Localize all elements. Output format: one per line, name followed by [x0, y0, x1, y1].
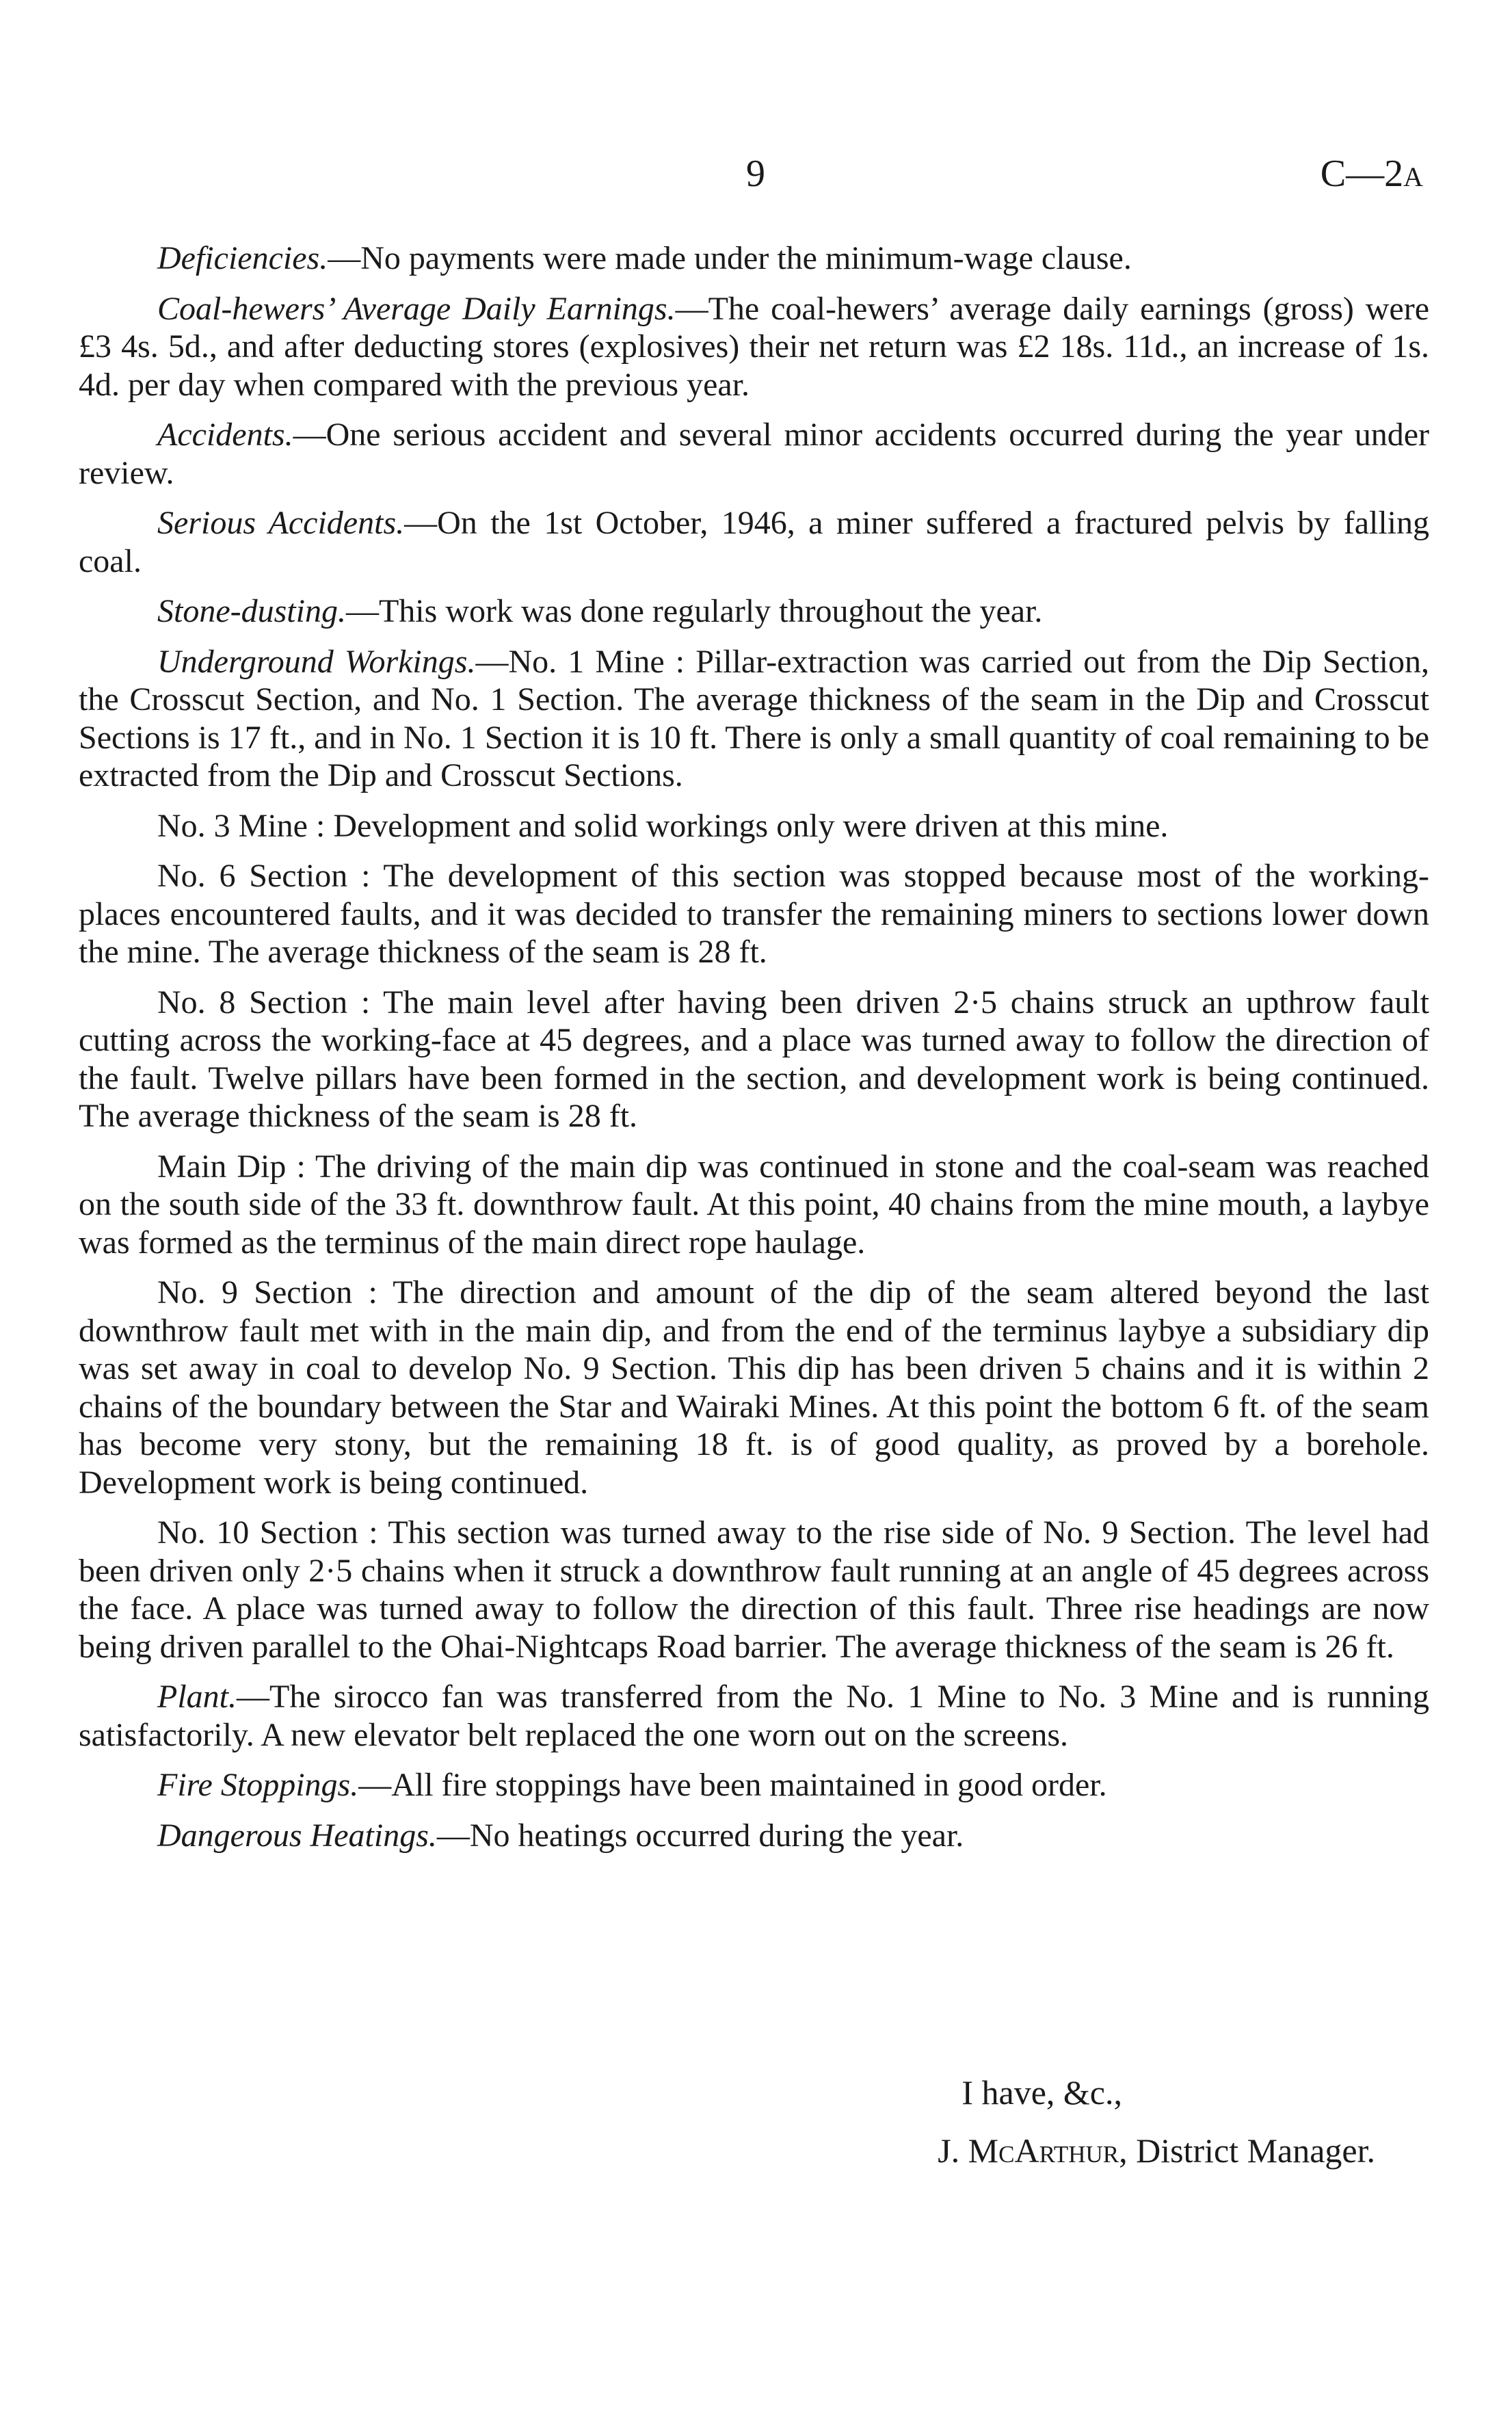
paragraph-text: No. 10 Section : This section was turned away to the rise side of No. 9 Section. The level had been driven only 2·5 chains when it struck a downthrow fault running at an angle of 45 degrees across the face. A place was turned away to follow the direction of this fault. Three rise headings are now being driven parallel to the Ohai-Nightcaps Road barrier. The average thickness of the seam is 26 ft. — [79, 1514, 1429, 1665]
paragraph-no9-section — [79, 1274, 1429, 1501]
paragraph-text: Main Dip : The driving of the main dip was continued in stone and the coal-seam was reached on the south side of the 33 ft. downthrow fault. At this point, 40 chains from the mine mouth, a laybye was formed as the terminus of the main direct rope haulage. — [79, 1148, 1429, 1261]
closing-signoff: I have, &c., — [961, 2073, 1122, 2112]
signature-block — [938, 2131, 1375, 2170]
paragraph-no3-mine — [79, 807, 1429, 845]
page-number: 9 — [746, 153, 765, 195]
paragraph-text: No. 8 Section : The main level after having been driven 2·5 chains struck an upthrow fault cutting across the working-face at 45 degrees, and a place was turned away to follow the direction of the fault. Twelve pillars have been formed in the section, and development work is being continued. The average thickness of the seam is 28 ft. — [79, 984, 1429, 1134]
paragraph-stone-dusting — [79, 592, 1429, 631]
document-reference — [1321, 152, 1423, 196]
document-reference-main: C—2 — [1320, 153, 1404, 195]
signature-title: District Manager. — [1127, 2131, 1375, 2170]
paragraph-text: —One serious accident and several minor accidents occurred during the year under review. — [79, 417, 1429, 491]
paragraph-plant — [79, 1678, 1429, 1754]
paragraph-serious-accidents — [79, 504, 1429, 580]
paragraph-no8-section — [79, 984, 1429, 1135]
paragraph-no10-section — [79, 1514, 1429, 1666]
paragraph-text: —No payments were made under the minimum-wage clause. — [328, 240, 1132, 276]
paragraph-text: —No. 1 Mine : Pillar-extraction was carried out from the Dip Section, the Crosscut Section, and No. 1 Section. The average thickness of the seam in the Dip and Crosscut Sections is 17 ft., and in No. 1 Section it is 10 ft. There is only a small quantity of coal remaining to be extracted from the Dip and Crosscut Sections. — [79, 643, 1429, 793]
paragraph-coal-hewers-earnings — [79, 290, 1429, 404]
paragraph-heading: Underground Workings. — [157, 643, 476, 680]
paragraph-text: —No heatings occurred during the year. — [436, 1817, 964, 1854]
paragraph-heading: Accidents. — [157, 417, 293, 453]
paragraph-no6-section — [79, 857, 1429, 971]
paragraph-text: No. 9 Section : The direction and amount of the dip of the seam altered beyond the last downthrow fault met with in the main dip, and from the end of the terminus laybye a subsidiary dip was set away in coal to develop No. 9 Section. This dip has been driven 5 chains and it is within 2 chains of the boundary between the Star and Wairaki Mines. At this point the bottom 6 ft. of the seam has become very stony, but the remaining 18 ft. is of good quality, as proved by a borehole. Development work is being continued. — [79, 1274, 1429, 1501]
paragraph-heading: Deficiencies. — [157, 240, 328, 276]
paragraph-text: —All fire stoppings have been maintained in good order. — [358, 1767, 1107, 1803]
paragraph-heading: Serious Accidents. — [157, 505, 405, 541]
paragraph-text: —On the 1st October, 1946, a miner suffered a fractured pelvis by falling coal. — [79, 505, 1430, 579]
paragraph-dangerous-heatings — [79, 1817, 1429, 1855]
signature-name: J. McArthur, — [938, 2131, 1128, 2170]
paragraph-heading: Dangerous Heatings. — [157, 1817, 437, 1854]
document-reference-suffix: A — [1403, 161, 1423, 192]
paragraph-heading: Stone-dusting. — [157, 593, 346, 629]
paragraph-deficiencies — [79, 239, 1429, 278]
paragraph-text: —The coal-hewers’ average daily earnings (gross) were £3 4s. 5d., and after deducting stores (explosives) their net return was £2 18s. 11d., an increase of 1s. 4d. per day when compared with the previous year. — [79, 290, 1429, 403]
paragraph-text: No. 3 Mine : Development and solid workings only were driven at this mine. — [157, 807, 1169, 844]
paragraph-underground-workings — [79, 643, 1429, 795]
paragraph-text: —This work was done regularly throughout the year. — [345, 593, 1043, 629]
paragraph-fire-stoppings — [79, 1766, 1429, 1804]
paragraph-main-dip — [79, 1148, 1429, 1262]
paragraph-accidents — [79, 416, 1429, 492]
report-body — [79, 239, 1429, 1867]
paragraph-heading: Coal-hewers’ Average Daily Earnings. — [157, 290, 676, 327]
paragraph-text: —The sirocco fan was transferred from the No. 1 Mine to No. 3 Mine and is running satisfactorily. A new elevator belt replaced the one worn out on the screens. — [79, 1679, 1429, 1753]
paragraph-heading: Plant. — [157, 1679, 237, 1715]
paragraph-heading: Fire Stoppings. — [157, 1767, 359, 1803]
paragraph-text: No. 6 Section : The development of this section was stopped because most of the working-places encountered faults, and it was decided to transfer the remaining miners to sections lower down the mine. The average thickness of the seam is 28 ft. — [79, 858, 1429, 970]
